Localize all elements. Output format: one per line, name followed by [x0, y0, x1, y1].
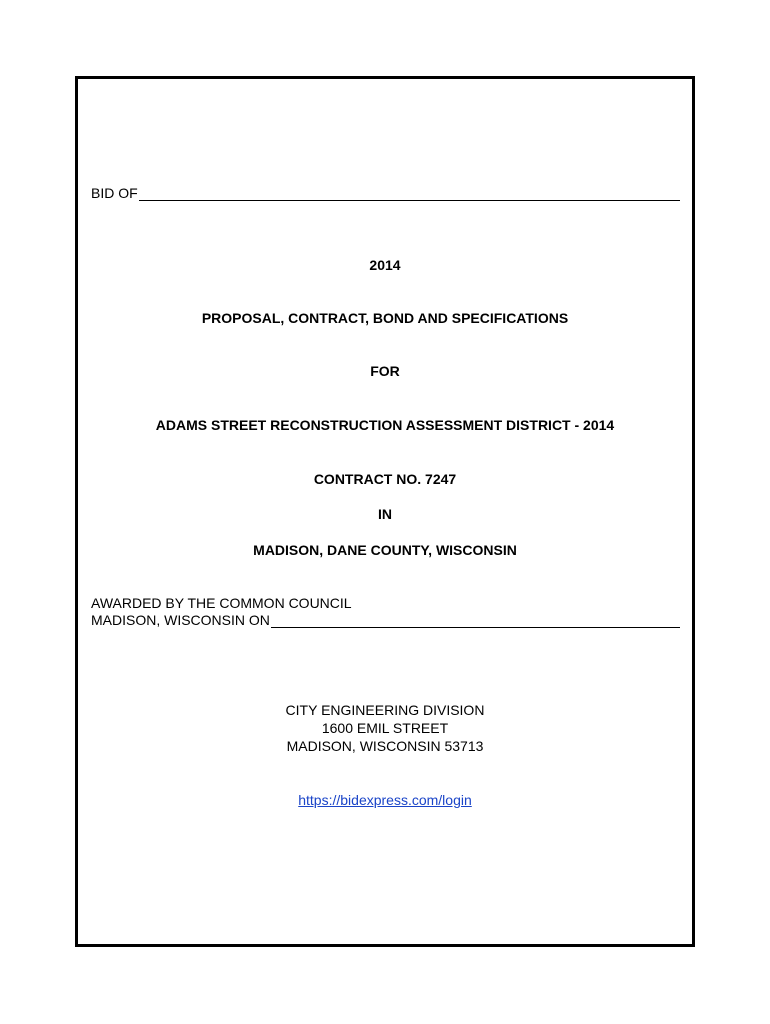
- contract-number: CONTRACT NO. 7247: [313, 471, 457, 487]
- division-street: 1600 EMIL STREET: [321, 720, 449, 736]
- location-text: MADISON, DANE COUNTY, WISCONSIN: [253, 542, 517, 558]
- bidexpress-link[interactable]: https://bidexpress.com/login: [298, 792, 472, 808]
- division-name: CITY ENGINEERING DIVISION: [285, 702, 485, 718]
- bid-of-field: [91, 185, 680, 201]
- project-title: ADAMS STREET RECONSTRUCTION ASSESSMENT DISTRICT - 2014: [155, 417, 615, 433]
- awarded-line-2: MADISON, WISCONSIN ON: [91, 612, 270, 628]
- bidexpress-link-container: [75, 792, 695, 808]
- division-city: MADISON, WISCONSIN 53713: [286, 738, 484, 754]
- year-heading: 2014: [369, 257, 401, 273]
- awarded-date-blank-line: [271, 612, 680, 628]
- for-label: FOR: [370, 363, 400, 379]
- awarded-line-1: AWARDED BY THE COMMON COUNCIL: [91, 595, 352, 611]
- document-heading: PROPOSAL, CONTRACT, BOND AND SPECIFICATIONS: [201, 310, 569, 326]
- bid-of-blank-line: [139, 185, 680, 201]
- bid-of-label: BID OF: [91, 185, 138, 201]
- awarded-date-field: [91, 612, 680, 628]
- in-label: IN: [378, 506, 392, 522]
